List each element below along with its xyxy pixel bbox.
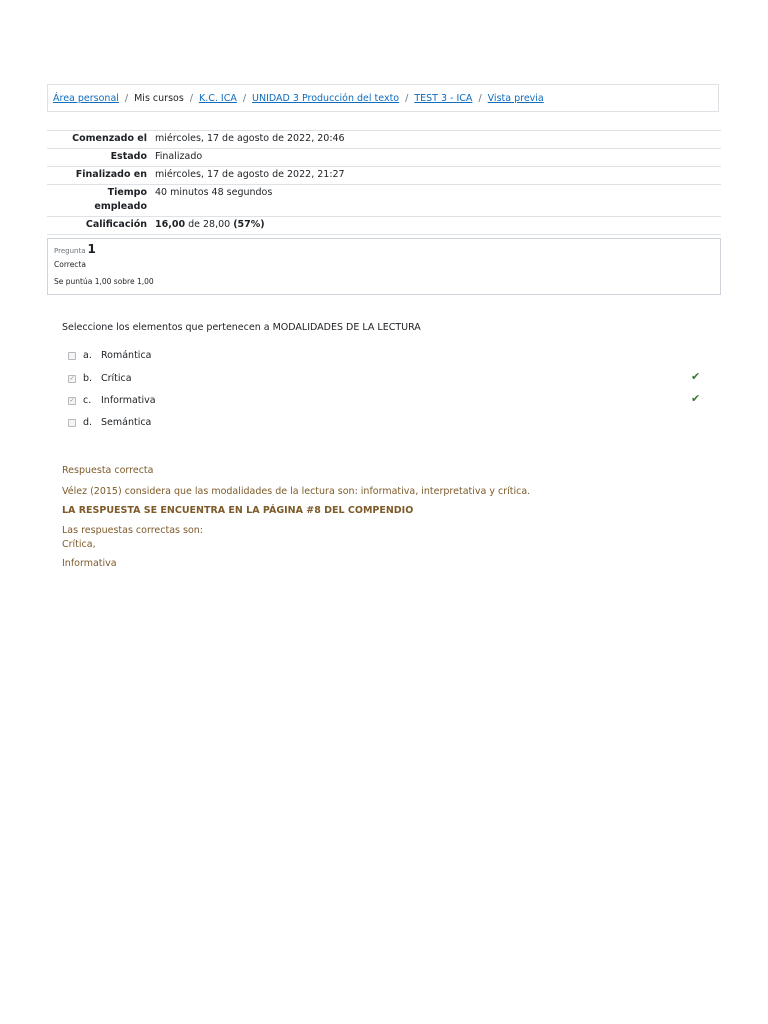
option-a[interactable] [68,350,708,361]
breadcrumb-separator: / [124,92,129,104]
summary-label: Calificación [47,217,151,235]
grade-score: 16,00 [155,219,186,230]
option-text: Informativa [101,395,156,406]
summary-label: Comenzado el [47,131,151,149]
question-number-value: 1 [87,242,96,256]
question-text: Seleccione los elementos que pertenecen a MODALIDADES DE LA LECTURA [62,322,421,333]
option-letter: d. [83,417,93,428]
summary-row-finished [47,167,721,185]
breadcrumb-separator: / [478,92,482,104]
correct-check-icon: ✔ [691,370,701,383]
summary-label: Finalizado en [47,167,151,185]
question-number-label: Pregunta [54,247,86,255]
option-letter: b. [83,373,93,384]
correct-check-icon: ✔ [691,392,701,405]
feedback-right-answer-1: Crítica, [62,539,96,550]
breadcrumb-mis-cursos: Mis cursos [134,92,184,104]
checkbox-unchecked[interactable] [68,419,76,427]
question-mark: Se puntúa 1,00 sobre 1,00 [54,277,154,286]
option-letter: a. [83,350,92,361]
summary-row-time [47,185,721,217]
checkbox-checked[interactable]: ✓ [69,396,75,404]
breadcrumb-area-personal[interactable]: Área personal [53,92,119,104]
option-letter: c. [83,395,92,406]
summary-value: Finalizado [151,149,721,167]
attempt-summary-table [47,130,721,235]
summary-row-started [47,131,721,149]
grade-percent: (57%) [233,219,265,230]
breadcrumb-test[interactable]: TEST 3 - ICA [414,92,473,104]
breadcrumb-unit[interactable]: UNIDAD 3 Producción del texto [252,92,400,104]
summary-label [47,185,151,217]
option-text: Crítica [101,373,132,384]
option-d[interactable] [68,417,708,428]
summary-value: 40 minutos 48 segundos [151,185,721,217]
option-b[interactable] [68,373,708,384]
breadcrumb-separator: / [405,92,409,104]
option-text: Romántica [101,350,152,361]
feedback-general: Vélez (2015) considera que las modalidades de la lectura son: informativa, interpretativa y crítica. [62,486,531,497]
breadcrumb-separator: / [242,92,247,104]
breadcrumb [47,84,719,112]
time-label-line2: empleado [94,201,147,212]
grade-total: de 28,00 [188,219,231,230]
feedback-right-answer-2: Informativa [62,558,117,569]
question-state: Correcta [54,260,86,269]
breadcrumb-course[interactable]: K.C. ICA [198,92,237,104]
summary-row-grade [47,217,721,235]
time-label-line1: Tiempo [107,187,147,198]
question-info-box [47,238,721,295]
feedback-page-note: LA RESPUESTA SE ENCUENTRA EN LA PÁGINA #8 DEL COMPENDIO [62,505,414,516]
checkbox-unchecked[interactable] [68,352,76,360]
question-number [54,242,714,256]
summary-row-state [47,149,721,167]
feedback-result: Respuesta correcta [62,465,154,476]
summary-value: miércoles, 17 de agosto de 2022, 20:46 [151,131,721,149]
summary-label: Estado [47,149,151,167]
summary-value [151,217,721,235]
option-text: Semántica [101,417,152,428]
checkbox-checked[interactable]: ✓ [69,374,75,382]
breadcrumb-separator: / [189,92,193,104]
feedback-right-answer-intro: Las respuestas correctas son: [62,525,203,536]
summary-value: miércoles, 17 de agosto de 2022, 21:27 [151,167,721,185]
breadcrumb-preview[interactable]: Vista previa [487,92,544,104]
option-c[interactable] [68,395,708,406]
